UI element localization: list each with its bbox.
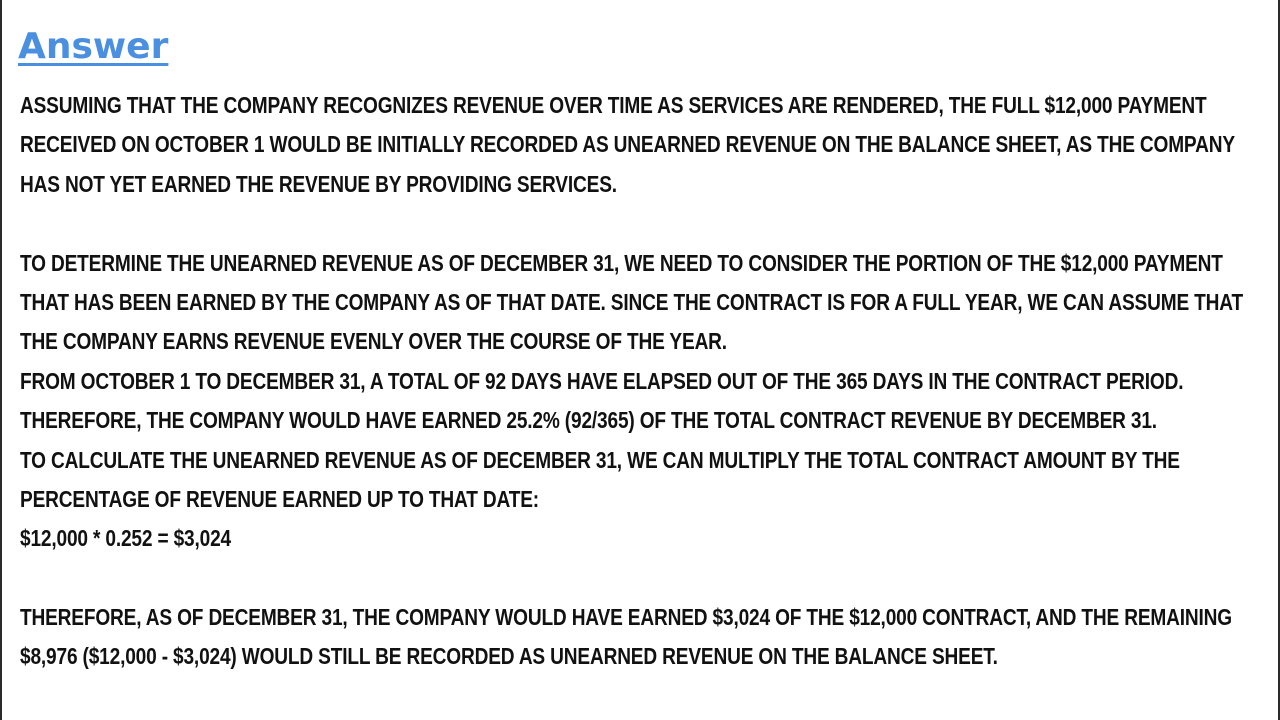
calculation-line: $12,000 * 0.252 = $3,024 <box>20 525 231 552</box>
text-line: PERCENTAGE OF REVENUE EARNED UP TO THAT DATE: <box>20 485 539 512</box>
answer-heading: Answer <box>18 26 169 67</box>
paragraph-3 <box>20 598 1280 677</box>
answer-body <box>20 86 1280 677</box>
paragraph-1 <box>20 86 1280 204</box>
text-line: THEREFORE, AS OF DECEMBER 31, THE COMPANY WOULD HAVE EARNED $3,024 OF THE $12,000 CONTRACT, AND THE REMAINING <box>20 604 1232 631</box>
paragraph-spacer <box>20 204 1280 243</box>
text-line: FROM OCTOBER 1 TO DECEMBER 31, A TOTAL OF 92 DAYS HAVE ELAPSED OUT OF THE 365 DAYS IN THE CONTRACT PERIOD. <box>20 367 1184 394</box>
text-line: RECEIVED ON OCTOBER 1 WOULD BE INITIALLY RECORDED AS UNEARNED REVENUE ON THE BALANCE SHEET, AS THE COMPANY <box>20 131 1235 158</box>
paragraph-spacer <box>20 559 1280 598</box>
text-line: THEREFORE, THE COMPANY WOULD HAVE EARNED 25.2% (92/365) OF THE TOTAL CONTRACT REVENUE BY DECEMBER 31. <box>20 407 1157 434</box>
text-line: $8,976 ($12,000 - $3,024) WOULD STILL BE RECORDED AS UNEARNED REVENUE ON THE BALANCE SHEET. <box>20 643 998 670</box>
text-line: TO CALCULATE THE UNEARNED REVENUE AS OF DECEMBER 31, WE CAN MULTIPLY THE TOTAL CONTRACT AMOUNT BY THE <box>20 446 1180 473</box>
text-line: THE COMPANY EARNS REVENUE EVENLY OVER THE COURSE OF THE YEAR. <box>20 328 727 355</box>
text-line: THAT HAS BEEN EARNED BY THE COMPANY AS OF THAT DATE. SINCE THE CONTRACT IS FOR A FULL YEAR, WE CAN ASSUME THAT <box>20 288 1243 315</box>
text-line: HAS NOT YET EARNED THE REVENUE BY PROVIDING SERVICES. <box>20 170 617 197</box>
text-line: TO DETERMINE THE UNEARNED REVENUE AS OF DECEMBER 31, WE NEED TO CONSIDER THE PORTION OF THE $12,000 PAYMENT <box>20 249 1223 276</box>
paragraph-2 <box>20 244 1280 559</box>
text-line: ASSUMING THAT THE COMPANY RECOGNIZES REVENUE OVER TIME AS SERVICES ARE RENDERED, THE FULL $12,000 PAYMENT <box>20 92 1207 118</box>
